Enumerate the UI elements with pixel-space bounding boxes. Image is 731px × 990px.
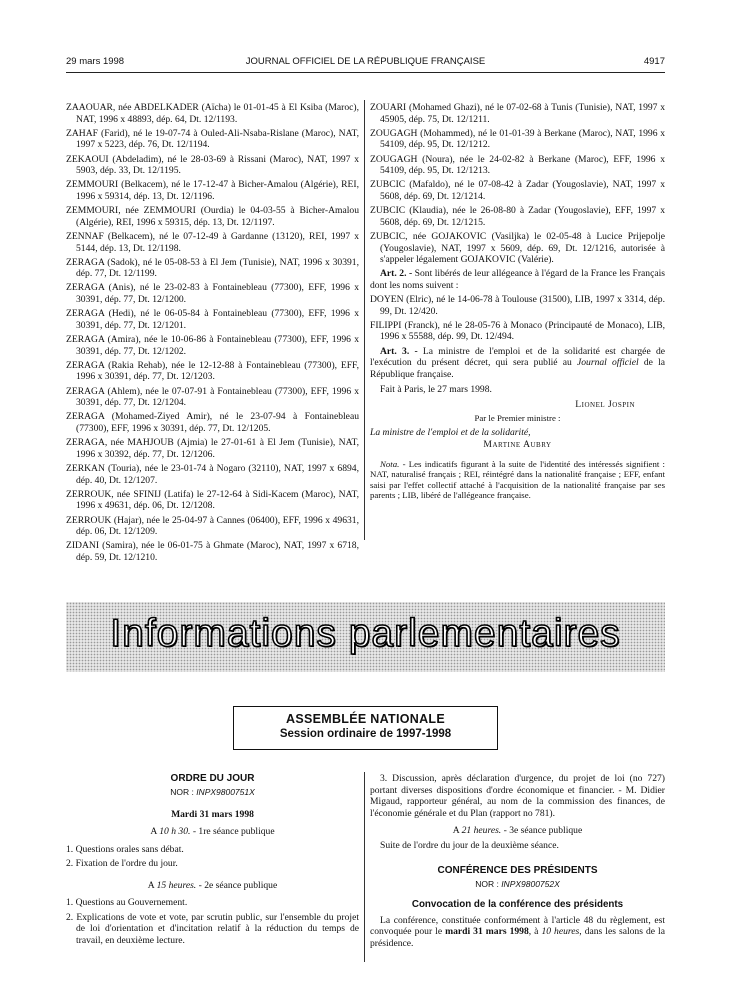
conference-title: CONFÉRENCE DES PRÉSIDENTS	[437, 865, 598, 877]
banner-title: Informations parlementaires	[110, 612, 621, 655]
list-item: FILIPPI (Franck), né le 28-05-76 à Monaco (Principauté de Monaco), LIB, 1996 x 55588, dép. 99, Dt. 12/494.	[370, 319, 665, 343]
session-2-time: 15 heures.	[156, 879, 197, 891]
ordre-title: ORDRE DU JOUR	[170, 773, 255, 784]
agenda-item	[66, 897, 359, 909]
journal-name: Journal officiel	[576, 357, 639, 369]
session-3-text: Suite de l'ordre du jour de la deuxième séance.	[380, 839, 559, 851]
agenda-item-text: Fixation de l'ordre du jour.	[75, 858, 178, 870]
article-2-label: Art. 2. -	[380, 268, 413, 280]
article-3	[370, 346, 665, 381]
right-entry-list	[370, 102, 665, 266]
list-item: ZOUGAGH (Noura), née le 24-02-82 à Berkane (Maroc), EFF, 1996 x 54109, dép. 95, Dt. 12/1213.	[370, 153, 665, 177]
list-item: ZUBCIC (Klaudia), née le 26-08-80 à Zadar (Yougoslavie), EFF, 1997 x 5608, dép. 69, Dt. 12/1215.	[370, 205, 665, 228]
list-item: ZOUARI (Mohamed Ghazi), né le 07-02-68 à Tunis (Tunisie), NAT, 1997 x 45905, dép. 75, Dt. 12/1211.	[370, 102, 665, 125]
header-rule	[66, 72, 665, 73]
agenda-item-number: 2.	[66, 858, 74, 870]
nor-code: INPX9800751X	[196, 787, 255, 798]
article-2-text: Sont libérés de leur allégeance à l'égard de la France les Français dont les noms suivent :	[370, 268, 665, 291]
session-3-label: - 3e séance publique	[503, 825, 583, 837]
conference-text-mid: , à	[528, 926, 539, 938]
right-column	[370, 102, 665, 503]
conference-nor	[370, 879, 665, 891]
conference-text	[370, 915, 665, 950]
session-1	[66, 826, 359, 838]
nota-text: - Les indicatifs figurant à la suite de l'identité des intéressés signifient : NAT, naturalisé français ; REI, réintégré dans la nationalité française ; EFF, enfant saisi par l'effet collectif attaché à l'acquisition de la nationalité française par ses parents ; LIB, libéré de l'allégeance française.	[370, 458, 665, 500]
list-item: ZERAGA, née MAHJOUB (Ajmia) le 27-01-61 à El Jem (Tunisie), NAT, 1996 x 30392, dép. 77, Dt. 12/1206.	[66, 437, 359, 460]
nor-label: NOR :	[170, 787, 194, 798]
article-3-label: Art. 3. -	[380, 345, 418, 357]
session-3-time: 21 heures.	[461, 825, 502, 837]
list-item: ZERKAN (Touria), née le 23-01-74 à Nogaro (32110), NAT, 1997 x 6894, dép. 40, Dt. 12/1207.	[66, 462, 359, 486]
journal-title: JOURNAL OFFICIEL DE LA RÉPUBLIQUE FRANÇAISE	[245, 56, 486, 67]
ordre-nor	[66, 787, 359, 799]
session-1-items	[66, 844, 359, 870]
conference-column	[370, 773, 665, 952]
page-number: 4917	[643, 56, 665, 67]
agenda-item-text: Questions orales sans débat.	[75, 843, 184, 855]
list-item: ZERAGA (Hedi), né le 06-05-84 à Fontainebleau (77300), EFF, 1996 x 30391, dép. 77, Dt. 12/1201.	[66, 308, 359, 331]
article-2-entry-list	[370, 294, 665, 343]
agenda-item-number: 2.	[66, 911, 74, 923]
list-item: ZERAGA (Rakia Rehab), née le 12-12-88 à Fontainebleau (77300), EFF, 1996 x 30391, dép. 77, Dt. 12/1203.	[66, 359, 359, 383]
list-item: ZUBCIC, née GOJAKOVIC (Vasiljka) le 02-05-48 à Lucice Prijepolje (Yougoslavie), NAT, 1997 x 5609, dép. 69, Dt. 12/1216, autorisée à s'appeler légalement GOJAKOVIC (Valérie).	[370, 230, 665, 266]
list-item: ZERROUK, née SFINIJ (Latifa) le 27-12-64 à Sidi-Kacem (Maroc), NAT, 1996 x 49631, dép. 06, Dt. 12/1208.	[66, 488, 359, 512]
agenda-item-number: 1.	[66, 897, 74, 909]
conference-subtitle: Convocation de la conférence des présidents	[411, 898, 624, 910]
session-2-prefix: A	[147, 879, 155, 891]
agenda-item	[66, 844, 359, 856]
conference-time: 10 heures	[541, 926, 580, 938]
signer-name: Lionel Jospin	[575, 398, 635, 410]
conference-text-start: La conférence, constituée conformément à l'article 48 du règlement, est convoquée pour le	[370, 914, 665, 938]
list-item: ZEKAOUI (Abdeladim), né le 28-03-69 à Rissani (Maroc), NAT, 1997 x 5903, dép. 33, Dt. 12/1195.	[66, 153, 359, 177]
session-1-prefix: A	[150, 826, 157, 838]
list-item: ZERAGA (Sadok), né le 05-08-53 à El Jem (Tunisie), NAT, 1996 x 30391, dép. 77, Dt. 12/1199.	[66, 256, 359, 280]
ordre-date: Mardi 31 mars 1998	[171, 808, 254, 820]
column-divider	[364, 100, 365, 540]
nota-label: Nota.	[380, 458, 400, 469]
list-item: ZERAGA (Mohamed-Ziyed Amir), né le 23-07-94 à Fontainebleau (77300), EFF, 1996 x 30391, dép. 77, Dt. 12/1205.	[66, 411, 359, 434]
assembly-title: ASSEMBLÉE NATIONALE	[286, 712, 445, 726]
session-3-prefix: A	[452, 825, 460, 837]
nota	[370, 459, 665, 501]
left-column	[66, 102, 359, 566]
session-2	[66, 880, 359, 892]
article-3-text-end: de la République française.	[370, 357, 665, 380]
list-item: ZEMMOURI, née ZEMMOURI (Ourdia) le 04-03-55 à Bicher-Amalou (Algérie), REI, 1996 x 59315, dép. 13, Dt. 12/1197.	[66, 205, 359, 228]
list-item: ZERROUK (Hajar), née le 25-04-97 à Cannes (06400), EFF, 1996 x 49631, dép. 06, Dt. 12/1209.	[66, 514, 359, 538]
agenda-item-number: 1.	[66, 843, 74, 855]
signature-by: Par le Premier ministre :	[474, 412, 561, 423]
list-item: ZUBCIC (Mafaldo), né le 07-08-42 à Zadar (Yougoslavie), NAT, 1997 x 5608, dép. 69, Dt. 12/1214.	[370, 179, 665, 202]
list-item: ZOUGAGH (Mohammed), né le 01-01-39 à Berkane (Maroc), NAT, 1996 x 54109, dép. 95, Dt. 12/1212.	[370, 127, 665, 151]
place-date: Fait à Paris, le 27 mars 1998.	[380, 384, 492, 396]
agenda-item	[66, 912, 359, 947]
minister-title-text: La ministre de l'emploi et de la solidarité,	[370, 426, 531, 438]
conference-date: mardi 31 mars 1998	[445, 926, 529, 938]
list-item: ZENNAF (Belkacem), né le 07-12-49 à Gardanne (13120), REI, 1997 x 5144, dép. 13, Dt. 12/1198.	[66, 230, 359, 254]
session-2-label: - 2e séance publique	[198, 879, 278, 891]
conference-nor-code: INPX9800752X	[501, 879, 560, 890]
session-3	[370, 825, 665, 837]
session-1-time: 10 h 30.	[159, 826, 191, 838]
list-item: DOYEN (Elric), né le 14-06-78 à Toulouse (31500), LIB, 1997 x 3314, dép. 99, Dt. 12/420.	[370, 294, 665, 317]
list-item: ZAAOUAR, née ABDELKADER (Aïcha) le 01-01-45 à El Ksiba (Maroc), NAT, 1996 x 48893, dép. 64, Dt. 12/1193.	[66, 102, 359, 125]
agenda-item-text: Explications de vote et vote, par scrutin public, sur l'ensemble du projet de loi d'orientation et d'incitation relatif à la réduction du temps de travail, en deuxième lecture.	[76, 911, 359, 946]
lower-column-divider	[364, 772, 365, 962]
conference-nor-label: NOR :	[475, 879, 499, 890]
list-item: ZERAGA (Ahlem), née le 07-07-91 à Fontainebleau (77300), EFF, 1996 x 30391, dép. 77, Dt. 12/1204.	[66, 385, 359, 409]
session-2-items	[66, 897, 359, 946]
agenda-item	[66, 858, 359, 870]
session-title: Session ordinaire de 1997-1998	[279, 728, 452, 740]
minister-name: Martine Aubry	[483, 439, 552, 451]
list-item: ZERAGA (Anis), né le 23-02-83 à Fontainebleau (77300), EFF, 1996 x 30391, dép. 77, Dt. 12/1200.	[66, 282, 359, 306]
article-3-text: La ministre de l'emploi et de la solidarité est chargée de l'exécution du présent décret, qui sera publié au	[370, 345, 665, 369]
minister-title	[370, 427, 665, 439]
header-date: 29 mars 1998	[66, 56, 125, 67]
article-2	[370, 268, 665, 291]
list-item: ZIDANI (Samira), née le 06-01-75 à Ghmate (Maroc), NAT, 1997 x 6718, dép. 59, Dt. 12/1210.	[66, 540, 359, 563]
conference-text-end: , dans les salons de la présidence.	[370, 926, 665, 949]
agenda-item-text: Questions au Gouvernement.	[75, 897, 188, 909]
left-entry-list	[66, 102, 359, 563]
ordre-item-3: 3. Discussion, après déclaration d'urgence, du projet de loi (no 727) portant diverses dispositions d'ordre économique et financier. - M. Didier Migaud, rapporteur général, au nom de la commission des finances, de l'économie générale et du Plan (rapport no 781).	[370, 773, 665, 819]
list-item: ZAHAF (Farid), né le 19-07-74 à Ouled-Ali-Nsaba-Rislane (Maroc), NAT, 1997 x 5223, dép. 76, Dt. 12/1194.	[66, 127, 359, 151]
list-item: ZERAGA (Amira), née le 10-06-86 à Fontainebleau (77300), EFF, 1996 x 30391, dép. 77, Dt. 12/1202.	[66, 334, 359, 357]
list-item: ZEMMOURI (Belkacem), né le 17-12-47 à Bicher-Amalou (Algérie), REI, 1996 x 59314, dép. 13, Dt. 12/1196.	[66, 179, 359, 202]
ordre-column	[66, 773, 359, 949]
session-1-label: - 1re séance publique	[192, 826, 275, 838]
assembly-box	[233, 706, 498, 750]
